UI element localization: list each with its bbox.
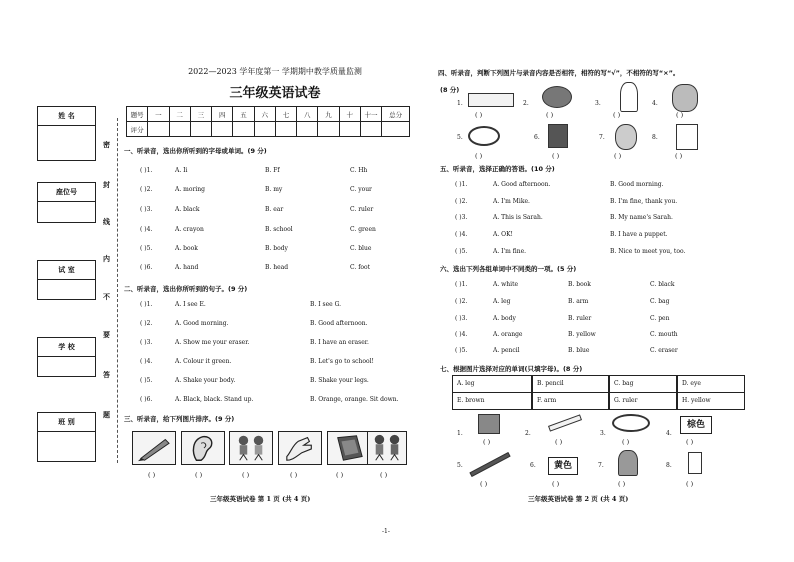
answer-blank[interactable]: ( ) bbox=[686, 438, 694, 446]
school-box[interactable] bbox=[37, 337, 96, 377]
room-box[interactable] bbox=[37, 260, 96, 300]
picture-number: 7. bbox=[598, 462, 604, 469]
option-b: B. ruler bbox=[568, 315, 592, 322]
seal-char: 内 bbox=[103, 254, 110, 263]
question-number[interactable]: ( )5. bbox=[455, 347, 468, 354]
picture-number: 4. bbox=[652, 100, 658, 107]
answer-blank[interactable]: ( ) bbox=[480, 480, 488, 488]
option-c: C. bag bbox=[650, 298, 670, 305]
girl-picture bbox=[615, 124, 637, 150]
option-c: C. foot bbox=[350, 264, 371, 271]
option-a: A. Black, black. Stand up. bbox=[175, 396, 254, 403]
question-number[interactable]: ( )3. bbox=[140, 206, 153, 213]
question-number[interactable]: ( )5. bbox=[455, 248, 468, 255]
score-cell[interactable] bbox=[360, 122, 381, 137]
score-cell[interactable] bbox=[233, 122, 254, 137]
question-number[interactable]: ( )2. bbox=[455, 298, 468, 305]
question-number[interactable]: ( )5. bbox=[140, 377, 153, 384]
seat-box[interactable] bbox=[37, 182, 96, 223]
answer-blank[interactable]: ( ) bbox=[475, 111, 483, 119]
option-b: B. school bbox=[265, 226, 293, 233]
option-b: B. I'm fine, thank you. bbox=[610, 198, 678, 205]
section-4-title: 四、听录音，判断下列图片与录音内容是否相符，相符的写“√”，不相符的写“×”。 bbox=[438, 69, 680, 77]
score-cell[interactable] bbox=[169, 122, 190, 137]
question-number[interactable]: ( )4. bbox=[455, 331, 468, 338]
score-cell[interactable] bbox=[275, 122, 296, 137]
picture-number: 2. bbox=[523, 100, 529, 107]
score-cell[interactable] bbox=[318, 122, 339, 137]
option-b: B. Good afternoon. bbox=[310, 320, 368, 327]
picture-number: 3. bbox=[595, 100, 601, 107]
seal-char: 线 bbox=[103, 217, 110, 226]
option-b: B. my bbox=[265, 186, 283, 193]
kids-picture bbox=[367, 431, 407, 465]
question-number[interactable]: ( )4. bbox=[455, 231, 468, 238]
option-c: C. mouth bbox=[650, 331, 678, 338]
room-label: 试 室 bbox=[38, 261, 95, 280]
score-head: 九 bbox=[318, 107, 339, 122]
picture-number: 4. bbox=[666, 430, 672, 437]
picture-number: 7. bbox=[599, 134, 605, 141]
option-b: B. Ff bbox=[265, 167, 280, 174]
question-number[interactable]: ( )1. bbox=[140, 167, 153, 174]
option-c: C. eraser bbox=[650, 347, 678, 354]
option-a: A. black bbox=[175, 206, 200, 213]
answer-blank[interactable]: ( ) bbox=[552, 152, 560, 160]
seal-line bbox=[117, 118, 118, 463]
score-head: 十一 bbox=[360, 107, 381, 122]
option-a: A. book bbox=[175, 245, 198, 252]
nose-picture bbox=[620, 82, 638, 112]
option-a: A. leg bbox=[493, 298, 511, 305]
book-picture bbox=[327, 431, 371, 465]
seal-char: 密 bbox=[103, 140, 110, 149]
option-a: A. hand bbox=[175, 264, 199, 271]
score-head: 一 bbox=[148, 107, 169, 122]
score-head: 八 bbox=[297, 107, 318, 122]
ruler-picture bbox=[548, 414, 582, 431]
question-number[interactable]: ( )1. bbox=[455, 181, 468, 188]
option-b: B. ear bbox=[265, 206, 284, 213]
word-option: F. arm bbox=[532, 392, 609, 410]
book-picture bbox=[548, 124, 568, 148]
answer-blank[interactable]: ( ) bbox=[614, 152, 622, 160]
word-option: B. pencil bbox=[532, 375, 609, 393]
picture-number: 6. bbox=[530, 462, 536, 469]
option-b: B. body bbox=[265, 245, 288, 252]
picture-number: 5. bbox=[457, 462, 463, 469]
question-number[interactable]: ( )6. bbox=[140, 264, 153, 271]
word-option: G. ruler bbox=[609, 392, 677, 410]
option-b: B. Let's go to school! bbox=[310, 358, 374, 365]
score-head: 总分 bbox=[382, 107, 410, 122]
answer-blank[interactable]: ( ) bbox=[676, 111, 684, 119]
option-a: A. This is Sarah. bbox=[493, 214, 543, 221]
leg-picture bbox=[676, 124, 698, 150]
score-head: 四 bbox=[212, 107, 233, 122]
bag-picture bbox=[618, 450, 638, 476]
score-cell[interactable] bbox=[297, 122, 318, 137]
exam-subtitle: 2022—2023 学年度第一 学期期中教学质量监测 bbox=[188, 67, 362, 76]
word-option: H. yellow bbox=[677, 392, 745, 410]
option-a: A. Good afternoon. bbox=[493, 181, 551, 188]
option-b: B. blue bbox=[568, 347, 590, 354]
answer-blank[interactable]: ( ) bbox=[336, 471, 344, 479]
score-head: 十 bbox=[339, 107, 360, 122]
word-option: A. leg bbox=[452, 375, 532, 393]
score-row-label: 评分 bbox=[127, 122, 148, 137]
question-number[interactable]: ( )1. bbox=[455, 281, 468, 288]
picture-number: 5. bbox=[457, 134, 463, 141]
score-head: 五 bbox=[233, 107, 254, 122]
section-3-title: 三、听录音，给下列图片排序。(9 分) bbox=[124, 415, 235, 423]
option-a: A. Good morning. bbox=[175, 320, 229, 327]
answer-blank[interactable]: ( ) bbox=[555, 438, 563, 446]
picture-number: 8. bbox=[652, 134, 658, 141]
word-option: E. brown bbox=[452, 392, 532, 410]
seat-label: 座位号 bbox=[38, 183, 95, 202]
option-b: B. I have an eraser. bbox=[310, 339, 369, 346]
option-a: A. OK! bbox=[493, 231, 513, 238]
class-label: 班 别 bbox=[38, 413, 95, 432]
score-head: 二 bbox=[169, 107, 190, 122]
section-6-title: 六、选出下列各组单词中不同类的一项。(5 分) bbox=[440, 265, 577, 273]
option-b: B. Orange, orange. Sit down. bbox=[310, 396, 399, 403]
answer-blank[interactable]: ( ) bbox=[380, 471, 388, 479]
option-a: A. Show me your eraser. bbox=[175, 339, 250, 346]
word-option: C. bag bbox=[609, 375, 677, 393]
score-head: 七 bbox=[275, 107, 296, 122]
answer-blank[interactable]: ( ) bbox=[483, 438, 491, 446]
arm-picture bbox=[478, 414, 500, 434]
option-a: A. white bbox=[493, 281, 519, 288]
name-label: 姓 名 bbox=[38, 107, 95, 126]
answer-blank[interactable]: ( ) bbox=[618, 480, 626, 488]
leg-picture bbox=[688, 452, 702, 474]
option-a: A. body bbox=[493, 315, 516, 322]
color-word-card: 黄色 bbox=[548, 457, 578, 475]
question-number[interactable]: ( )6. bbox=[140, 396, 153, 403]
answer-blank[interactable]: ( ) bbox=[622, 438, 630, 446]
picture-number: 8. bbox=[666, 462, 672, 469]
exam-title: 三年级英语试卷 bbox=[229, 86, 321, 101]
hand-picture bbox=[278, 431, 322, 465]
boy-picture bbox=[672, 84, 698, 112]
option-c: C. your bbox=[350, 186, 372, 193]
option-b: B. head bbox=[265, 264, 289, 271]
answer-blank[interactable]: ( ) bbox=[148, 471, 156, 479]
answer-blank[interactable]: ( ) bbox=[242, 471, 250, 479]
answer-blank[interactable]: ( ) bbox=[195, 471, 203, 479]
score-table bbox=[126, 106, 410, 137]
option-a: A. I'm fine. bbox=[493, 248, 527, 255]
option-a: A. I'm Mike. bbox=[493, 198, 530, 205]
score-head: 三 bbox=[190, 107, 211, 122]
question-number[interactable]: ( )2. bbox=[455, 198, 468, 205]
picture-number: 6. bbox=[534, 134, 540, 141]
score-cell[interactable] bbox=[339, 122, 360, 137]
score-head: 题号 bbox=[127, 107, 148, 122]
option-b: B. My name's Sarah. bbox=[610, 214, 673, 221]
class-box[interactable] bbox=[37, 412, 96, 462]
answer-blank[interactable]: ( ) bbox=[552, 480, 560, 488]
option-c: C. Hh bbox=[350, 167, 368, 174]
seal-char: 题 bbox=[103, 410, 110, 419]
answer-blank[interactable]: ( ) bbox=[675, 152, 683, 160]
option-b: B. arm bbox=[568, 298, 589, 305]
section-1-title: 一、听录音，选出你所听到的字母或单词。(9 分) bbox=[124, 147, 267, 155]
question-number[interactable]: ( )2. bbox=[140, 186, 153, 193]
score-cell[interactable] bbox=[254, 122, 275, 137]
color-word-card: 棕色 bbox=[680, 416, 712, 434]
answer-blank[interactable]: ( ) bbox=[613, 111, 621, 119]
question-number[interactable]: ( )5. bbox=[140, 245, 153, 252]
answer-blank[interactable]: ( ) bbox=[475, 152, 483, 160]
option-b: B. I see G. bbox=[310, 301, 342, 308]
question-number[interactable]: ( )1. bbox=[140, 301, 153, 308]
question-number[interactable]: ( )3. bbox=[140, 339, 153, 346]
section-7-title: 七、根据图片选择对应的单词(只填字母)。(8 分) bbox=[440, 365, 583, 373]
option-a: A. moring bbox=[175, 186, 205, 193]
eraser-picture bbox=[468, 93, 514, 107]
answer-blank[interactable]: ( ) bbox=[290, 471, 298, 479]
ear-picture bbox=[181, 431, 225, 465]
seal-char: 答 bbox=[103, 370, 110, 379]
option-c: C. ruler bbox=[350, 206, 374, 213]
pencil-picture bbox=[469, 452, 510, 477]
eye-picture bbox=[468, 126, 500, 146]
option-b: B. Nice to meet you, too. bbox=[610, 248, 686, 255]
option-b: B. Shake your legs. bbox=[310, 377, 369, 384]
option-a: A. Shake your body. bbox=[175, 377, 236, 384]
option-c: C. pen bbox=[650, 315, 670, 322]
option-b: B. I have a puppet. bbox=[610, 231, 668, 238]
seal-char: 封 bbox=[103, 180, 110, 189]
picture-number: 1. bbox=[457, 430, 463, 437]
bottom-page-mark: -1- bbox=[382, 528, 390, 535]
page-footer-left: 三年级英语试卷 第 1 页 (共 4 页) bbox=[210, 495, 311, 503]
picture-number: 1. bbox=[457, 100, 463, 107]
option-b: B. book bbox=[568, 281, 591, 288]
picture-number: 2. bbox=[525, 430, 531, 437]
question-number[interactable]: ( )4. bbox=[140, 358, 153, 365]
score-cell[interactable] bbox=[212, 122, 233, 137]
section-4-score: (8 分) bbox=[440, 86, 460, 94]
option-a: A. orange bbox=[493, 331, 523, 338]
option-a: A. I see E. bbox=[175, 301, 206, 308]
pencil-box-picture bbox=[542, 86, 572, 108]
option-b: B. Good morning. bbox=[610, 181, 664, 188]
score-cell[interactable] bbox=[190, 122, 211, 137]
question-number[interactable]: ( )3. bbox=[455, 214, 468, 221]
answer-blank[interactable]: ( ) bbox=[686, 480, 694, 488]
page-footer-right: 三年级英语试卷 第 2 页 (共 4 页) bbox=[528, 495, 629, 503]
answer-blank[interactable]: ( ) bbox=[546, 111, 554, 119]
section-5-title: 五、听录音，选择正确的答语。(10 分) bbox=[440, 165, 555, 173]
name-box[interactable] bbox=[37, 106, 96, 161]
option-c: C. black bbox=[650, 281, 675, 288]
eye-picture bbox=[612, 414, 650, 432]
pen-picture bbox=[132, 431, 176, 465]
question-number[interactable]: ( )3. bbox=[455, 315, 468, 322]
option-a: A. Colour it green. bbox=[175, 358, 232, 365]
score-cell[interactable] bbox=[148, 122, 169, 137]
score-cell[interactable] bbox=[382, 122, 410, 137]
option-a: A. crayon bbox=[175, 226, 204, 233]
school-label: 学 校 bbox=[38, 338, 95, 357]
option-c: C. green bbox=[350, 226, 376, 233]
option-c: C. blue bbox=[350, 245, 372, 252]
option-a: A. pencil bbox=[493, 347, 520, 354]
section-2-title: 二、听录音，选出你所听到的句子。(9 分) bbox=[124, 285, 248, 293]
picture-number: 3. bbox=[600, 430, 606, 437]
children-picture bbox=[229, 431, 273, 465]
seal-char: 要 bbox=[103, 330, 110, 339]
option-a: A. Ii bbox=[175, 167, 188, 174]
seal-char: 不 bbox=[103, 292, 110, 301]
score-head: 六 bbox=[254, 107, 275, 122]
word-option: D. eye bbox=[677, 375, 745, 393]
question-number[interactable]: ( )2. bbox=[140, 320, 153, 327]
option-b: B. yellow bbox=[568, 331, 596, 338]
question-number[interactable]: ( )4. bbox=[140, 226, 153, 233]
